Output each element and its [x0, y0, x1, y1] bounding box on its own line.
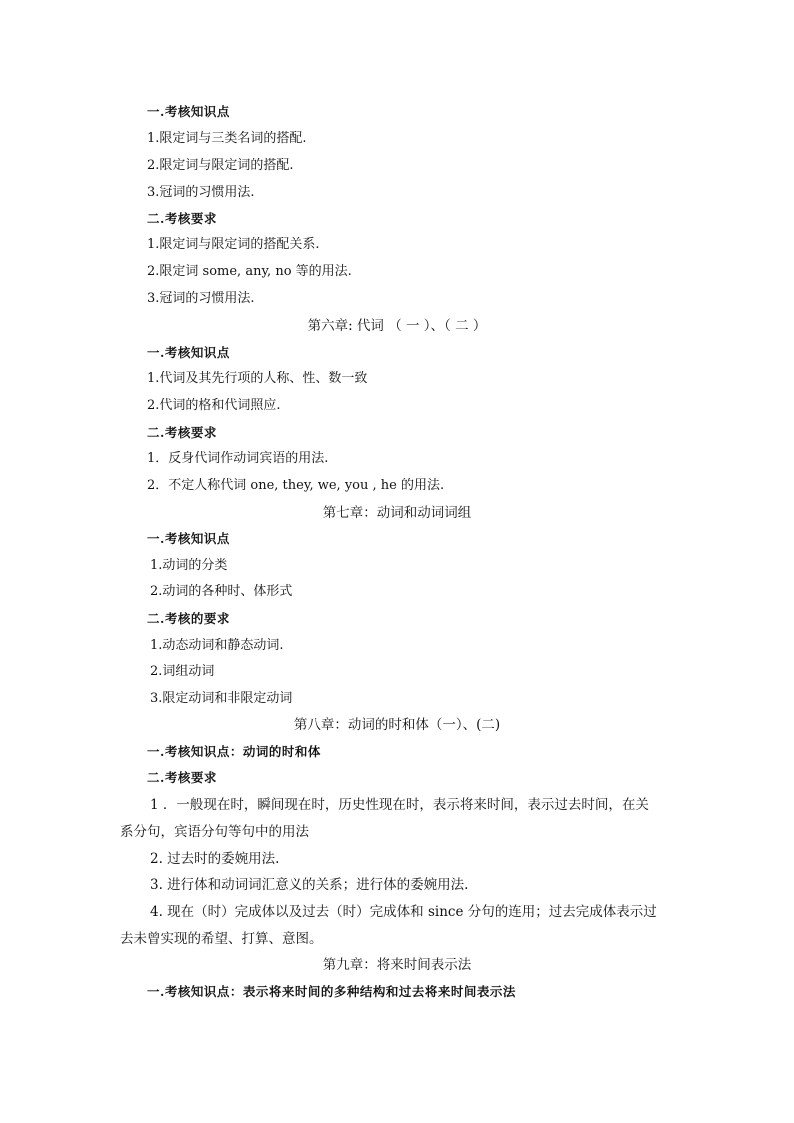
- list-item: 3.限定动词和非限定动词: [150, 691, 293, 706]
- list-item: 3.冠词的习惯用法.: [147, 291, 255, 306]
- paragraph-line: 1 ．一般现在时，瞬间现在时，历史性现在时，表示将来时间，表示过去时间，在关: [150, 797, 649, 813]
- paragraph-line: 去未曾实现的希望、打算、意图。: [120, 931, 323, 947]
- section-heading: 一.考核知识点: [147, 104, 230, 119]
- section-heading: 二.考核要求: [147, 770, 217, 785]
- list-item: 2．不定人称代词 one, they, we, you , he 的用法.: [147, 478, 445, 493]
- list-item: 1.限定词与三类名词的搭配.: [147, 131, 307, 146]
- list-item: 1.动词的分类: [150, 558, 228, 573]
- list-item: 1.代词及其先行项的人称、性、数一致: [147, 371, 368, 386]
- list-item: 3.冠词的习惯用法.: [147, 185, 255, 200]
- section-heading: 一.考核知识点: [147, 531, 230, 546]
- section-heading: 一.考核知识点: [147, 345, 230, 360]
- paragraph-line: 4. 现在（时）完成体以及过去（时）完成体和 since 分句的连用；过去完成体表示过: [150, 904, 657, 920]
- section-heading: 一.考核知识点：表示将来时间的多种结构和过去将来时间表示法: [147, 984, 516, 999]
- list-item: 1.动态动词和静态动词.: [150, 638, 284, 653]
- chapter-title: 第七章：动词和动词词组: [322, 505, 472, 521]
- chapter-title: 第九章：将来时间表示法: [322, 957, 472, 973]
- list-item: 2.动词的各种时、体形式: [150, 584, 293, 599]
- list-item: 2.代词的格和代词照应.: [147, 398, 281, 413]
- chapter-title: 第八章：动词的时和体（一）、(二): [293, 717, 501, 733]
- list-item: 2.限定词 some, any, no 等的用法.: [147, 264, 352, 279]
- section-heading: 二.考核要求: [147, 211, 217, 226]
- list-item: 2.词组动词: [150, 664, 215, 679]
- section-heading: 二.考核的要求: [147, 611, 230, 626]
- section-heading: 一.考核知识点：动词的时和体: [147, 744, 321, 759]
- paragraph-line: 2. 过去时的委婉用法.: [150, 851, 280, 867]
- list-item: 1．反身代词作动词宾语的用法.: [147, 451, 329, 466]
- list-item: 1.限定词与限定词的搭配关系.: [147, 237, 320, 252]
- section-heading: 二.考核要求: [147, 425, 217, 440]
- paragraph-line: 3. 进行体和动词词汇意义的关系；进行体的委婉用法.: [150, 877, 469, 893]
- paragraph-line: 系分句，宾语分句等句中的用法: [120, 824, 309, 840]
- list-item: 2.限定词与限定词的搭配.: [147, 158, 294, 173]
- chapter-title: 第六章: 代词 （ 一 ）、（ 二 ）: [307, 318, 487, 334]
